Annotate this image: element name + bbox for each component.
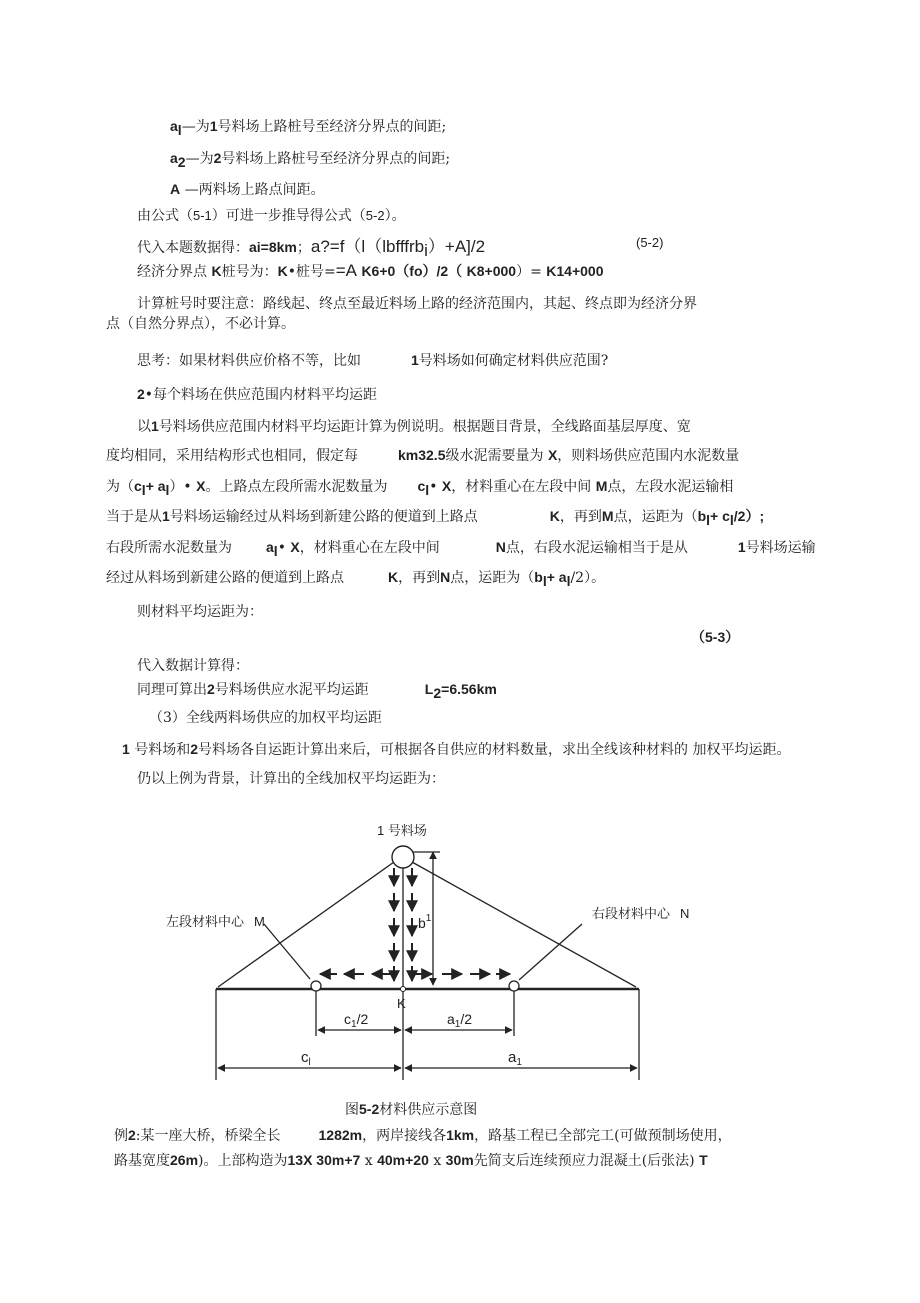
b1-base: b — [418, 915, 426, 931]
section-heading-2: 2•每个料场在供应范围内材料平均运距 — [137, 386, 378, 403]
c1-half-sub: 1 — [351, 1019, 357, 1030]
line-formula-ref: 由公式（5-1）可进一步推导得公式（5-2）。 — [137, 208, 406, 224]
a1-base: a — [508, 1049, 517, 1066]
right-center-label: 右段材料中心 — [592, 906, 671, 921]
line-weighted-result: 仍以上例为背景，计算出的全线加权平均运距为： — [137, 771, 445, 787]
left-haul-line — [218, 862, 394, 987]
line-quarry2-distance: 同理可算出2号料场供应水泥平均运距 $L_2=6.56km$ — [137, 681, 497, 701]
b1-label — [418, 913, 432, 931]
right-haul-line — [412, 862, 636, 987]
line-a1-definition: $a_l—$为1号料场上路桩号至经济分界点的间距; — [170, 118, 447, 138]
line-weighted-intro: 1 号料场和2号料场各自运距计算出来后，可根据各自供应的材料数量，求出全线该种材料的 加权平均运距。 — [122, 741, 791, 758]
m-label: M — [254, 914, 265, 929]
n-circle — [509, 981, 519, 991]
n-label: N — [680, 906, 690, 921]
c1-sub: l — [308, 1057, 311, 1068]
section-heading-3: （3）全线两料场供应的加权平均运距 — [149, 710, 382, 726]
k-label: K — [397, 996, 406, 1011]
a1-half-label — [447, 1011, 472, 1030]
line-boundary-chainage: 经济分界点 K桩号为：K•桩号==A K6+0（fo）/2（ K8+000）= K14+000 — [137, 261, 604, 280]
line-substitute-data: 代入数据计算得： — [137, 658, 249, 674]
c1-base: c — [301, 1049, 309, 1066]
a1-half-base: a — [447, 1011, 455, 1027]
line-para-1: 以1号料场供应范围内材料平均运距计算为例说明。根据题目背景，全线路面基层厚度、宽 — [137, 418, 691, 435]
line-para-5: 右段所需水泥数量为 $a_l•$ X，材料重心在左段中间 N点，右段水泥运输相当于是从 1号料场运输 — [106, 539, 816, 559]
left-center-label: 左段材料中心 — [166, 914, 245, 929]
line-substitution: 代入本题数据得：ai=8km；a?=f（l（lbfffrb$_i$）+A]/2 — [137, 237, 486, 260]
a1-sub: 1 — [516, 1057, 522, 1068]
line-thinking: 思考：如果材料供应价格不等，比如 1号料场如何确定材料供应范围? — [137, 352, 609, 369]
a1-half-tail: /2 — [460, 1011, 473, 1027]
equation-number-5-3: （5-3） — [691, 629, 740, 645]
line-example-2-cont: 路基宽度26m)。上部构造为13X 30m+7 x 40m+20 x 30m先简支后连续预应力混凝土(后张法) T — [114, 1152, 708, 1169]
line-example-2: 例2:某一座大桥，桥梁全长 1282m，两岸接线各1km，路基工程已全部完工(可做预制场使用， — [114, 1127, 732, 1144]
line-note-2: 点（自然分界点），不必计算。 — [106, 316, 295, 332]
a1-half-sub: 1 — [454, 1019, 461, 1030]
b1-sup: 1 — [425, 913, 432, 924]
line-a2-definition: $a_2—$为2号料场上路桩号至经济分界点的间距; — [170, 150, 451, 170]
quarry-circle — [392, 846, 414, 868]
line-para-2: 度均相同，采用结构形式也相同，假定每 km32.5级水泥需要量为 X，则料场供应范围内水泥数量 — [106, 447, 740, 464]
line-note-1: 计算桩号时要注意：路线起、终点至最近料场上路的经济范围内，其起、终点即为经济分界 — [137, 296, 697, 312]
c1-half-base: c — [344, 1011, 351, 1027]
c1-label — [301, 1049, 311, 1068]
c1-half-tail: /2 — [356, 1011, 369, 1027]
c1-half-label — [344, 1011, 368, 1030]
m-pointer — [264, 924, 310, 979]
line-para-3: 为（$c_l+$ $a_l)•$ X。上路点左段所需水泥数量为 $c_l•$ X，材料重心在左段中间 M点，左段水泥运输相 — [106, 478, 734, 498]
quarry-label: 1 号料场 — [377, 823, 427, 838]
equation-number-5-2: (5-2) — [636, 235, 664, 250]
line-para-6: 经过从料场到新建公路的便道到上路点 K，再到N点，运距为$(b_l+ a_l/2)$。 — [106, 569, 606, 589]
line-A-definition: A —两料场上路点间距。 — [170, 181, 325, 198]
m-circle — [311, 981, 321, 991]
k-circle — [401, 987, 406, 992]
line-para-4: 当于是从1号料场运输经过从料场到新建公路的便道到上路点 K，再到M点，运距为$(b_l+ c_l/2)$; — [106, 508, 765, 528]
figure-caption: 图5-2材料供应示意图 — [345, 1101, 478, 1118]
line-avg-distance: 则材料平均运距为： — [137, 604, 263, 620]
a1-label — [508, 1049, 522, 1068]
